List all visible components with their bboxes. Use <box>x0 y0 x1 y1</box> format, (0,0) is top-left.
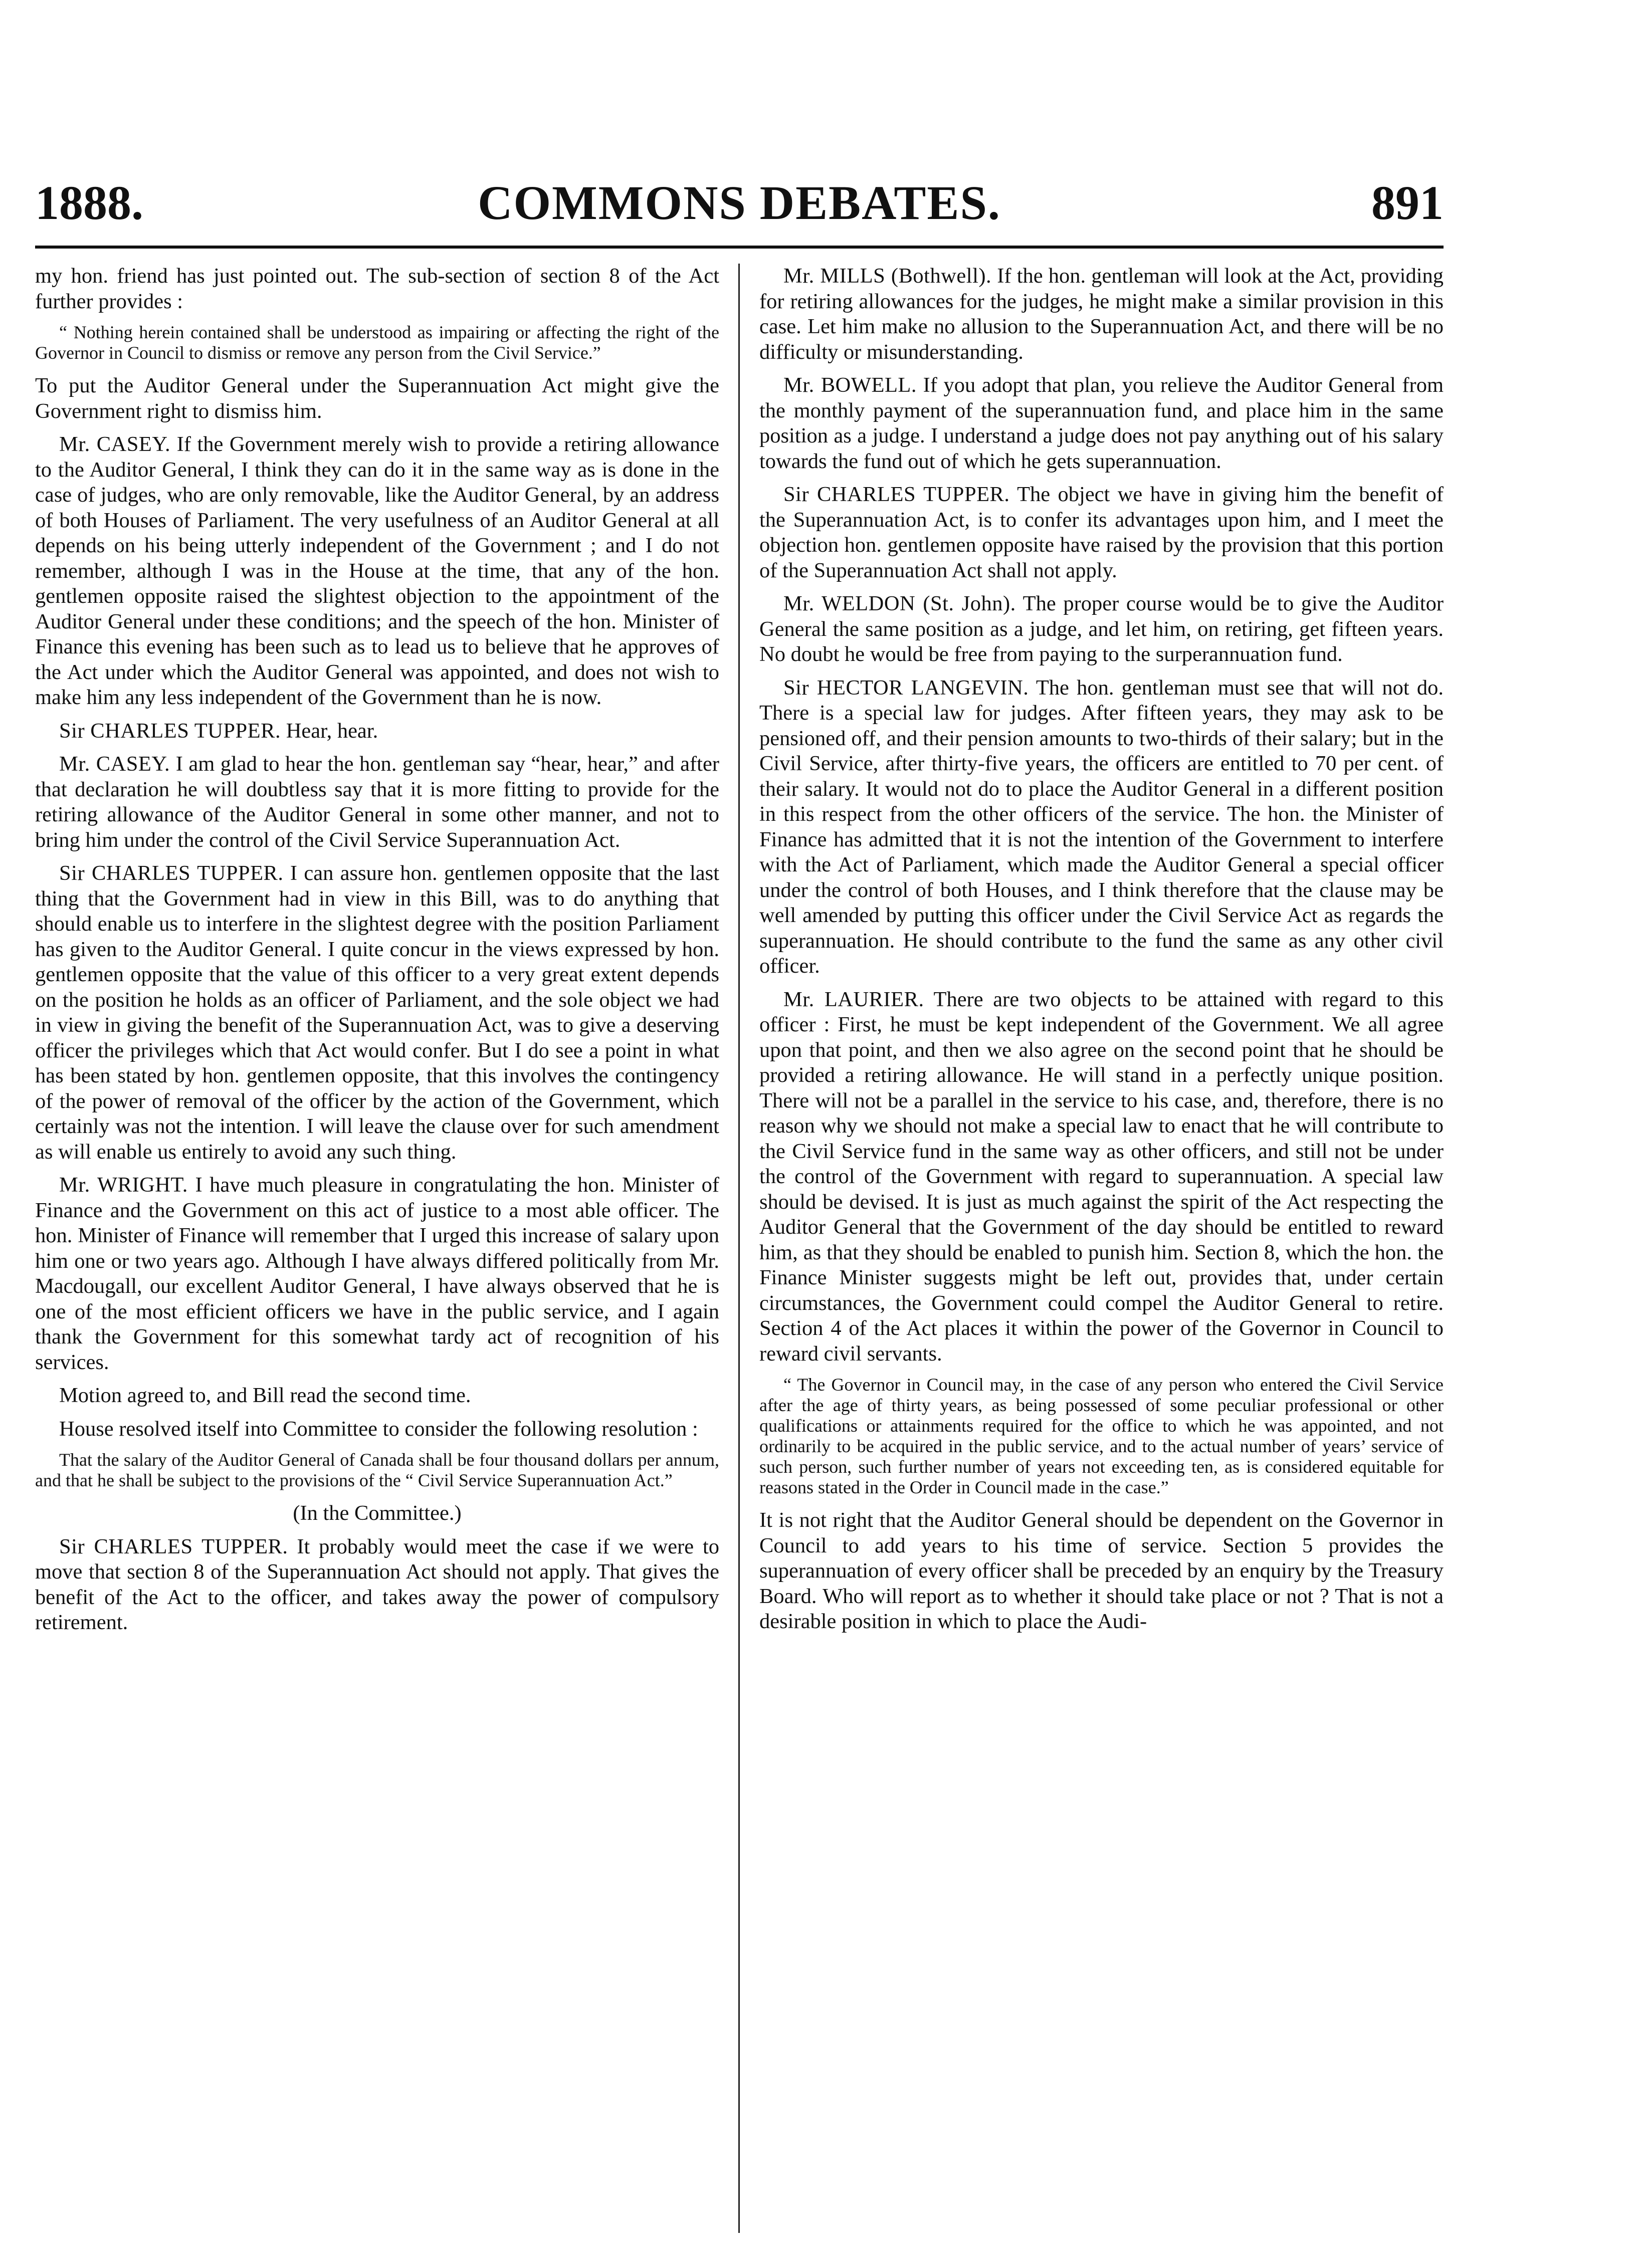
continuation-paragraph: It is not right that the Auditor General should be dependent on the Governor in Council to add years to his time of service. Section 5 provides the superannuation of every officer shall be preceded by an enquiry by the Treasury Board. Who will report as to whether it should take place or not ? That is not a desirable position in which to place the Audi- <box>759 1508 1444 1633</box>
speech-paragraph <box>35 719 719 744</box>
speaker-name: Mr. BOWELL. <box>783 373 917 397</box>
speech-text: If the hon. gentleman will look at the Act, providing for retiring allowances for the judges, he might make a similar provision in this case. Let him make no allusion to the Superannuation Act, and there will be no difficulty or misunderstanding. <box>759 264 1444 364</box>
speaker-name: Sir CHARLES TUPPER. <box>59 719 281 743</box>
speech-text: The object we have in giving him the benefit of the Superannuation Act, is to confer its advantages upon him, and I meet the objection hon. gentlemen opposite have raised by the provision that this portion of the Superannuation Act shall not apply. <box>759 483 1444 582</box>
speech-paragraph <box>759 987 1444 1367</box>
speaker-name: Sir HECTOR LANGEVIN. <box>783 675 1029 700</box>
continuation-paragraph: To put the Auditor General under the Superannuation Act might give the Government right to dismiss him. <box>35 374 719 423</box>
speech-text: If you adopt that plan, you relieve the Auditor General from the monthly payment of the superannuation fund, and place him in the same position as a judge. I understand a judge does not pay anything out of his salary towards the fund out of which he gets superannuation. <box>759 373 1444 473</box>
speaker-name: Mr. LAURIER. <box>783 987 924 1011</box>
speaker-name: Sir CHARLES TUPPER. <box>59 861 284 885</box>
speech-paragraph <box>35 861 719 1165</box>
speech-text: It probably would meet the case if we were to move that section 8 of the Superannuation Act should not apply. That gives the benefit of the Act to the officer, and takes away the power of compulsory retirement. <box>35 1534 719 1634</box>
speech-paragraph <box>35 1173 719 1375</box>
speech-paragraph <box>759 373 1444 474</box>
column-divider <box>738 264 740 2233</box>
speech-text: The proper course would be to give the Auditor General the same position as a judge, and let him, on retiring, get fifteen years. No doubt he would be free from paying to the surperannuation fund. <box>759 592 1444 666</box>
procedural-paragraph: House resolved itself into Committee to consider the following resolution : <box>59 1417 698 1441</box>
continuation-paragraph: my hon. friend has just pointed out. The sub-section of section 8 of the Act further provides : <box>35 264 719 313</box>
section-heading: (In the Committee.) <box>293 1501 462 1525</box>
header-year: 1888. <box>35 176 143 230</box>
speaker-name: Mr. CASEY. <box>59 752 170 776</box>
speech-text: I am glad to hear the hon. gentleman say “hear, hear,” and after that declaration he will doubtless say that it is more fitting to provide for the retiring allowance of the Auditor General in some other manner, and not to bring him under the control of the Civil Service Superannuation Act. <box>35 752 719 852</box>
speaker-name: Sir CHARLES TUPPER. <box>783 483 1010 506</box>
quoted-passage: “ Nothing herein contained shall be understood as impairing or affecting the right of the Governor in Council to dismiss or remove any person from the Civil Service.” <box>35 322 719 363</box>
speaker-name: Mr. WELDON (St. John). <box>783 592 1016 615</box>
header-page-number: 891 <box>1371 176 1444 230</box>
left-column <box>35 264 719 2238</box>
speech-text: There are two objects to be attained with regard to this officer : First, he must be kept independent of the Government. We all agree upon that point, and then we also agree on the second point that he should be provided a retiring allowance. He will stand in a perfectly unique position. There will not be a parallel in the service to his case, and, therefore, there is no reason why we should not make a special law to enact that he will contribute to the Civil Service fund in the same way as other officers, and still not be under the control of the Government with regard to superannuation. A special law should be devised. It is just as much against the spirit of the Act respecting the Auditor General that the Government of the day should be entitled to reward him, as that they should be enabled to punish him. Section 8, which the hon. the Finance Minister suggests might be left out, provides that, under certain circumstances, the Government could compel the Auditor General to retire. Section 4 of the Act places it within the power of the Governor in Council to reward civil servants. <box>759 987 1444 1366</box>
page <box>35 170 1444 2240</box>
speaker-name: Mr. CASEY. <box>59 432 171 456</box>
speech-paragraph <box>35 752 719 853</box>
speech-paragraph <box>759 591 1444 667</box>
header-title: COMMONS DEBATES. <box>478 176 1001 230</box>
speech-paragraph <box>35 1534 719 1636</box>
speech-text: The hon. gentleman must see that will not do. There is a special law for judges. After fifteen years, they may ask to be pensioned off, and their pension amounts to two-thirds of their salary; but in the Civil Service, after thirty-five years, the officers are entitled to 70 per cent. of their salary. It would not do to place the Auditor General in a different position in this respect from the other officers of the service. The hon. the Minister of Finance has admitted that it is not the intention of the Government to interfere with the Act of Parliament, which made the Auditor General a special officer under the control of both Houses, and I think therefore that the clause may be well amended by putting this officer under the Civil Service Act as regards the superannuation. He should contribute to the fund the same as any other civil officer. <box>759 675 1444 978</box>
header-rule <box>35 246 1444 249</box>
procedural-paragraph: Motion agreed to, and Bill read the second time. <box>59 1384 471 1407</box>
speaker-name: Mr. WRIGHT. <box>59 1173 188 1197</box>
speech-paragraph <box>759 482 1444 583</box>
speech-paragraph <box>759 264 1444 365</box>
speech-text: If the Government merely wish to provide a retiring allowance to the Auditor General, I think they can do it in the same way as is done in the case of judges, who are only removable, like the Auditor General, by an address of both Houses of Parliament. The very usefulness of an Auditor General at all depends on his being utterly independent of the Government ; and I do not remember, although I was in the House at the time, that any of the hon. gentlemen opposite raised the slightest objection to the appointment of the Auditor General under these conditions; and the speech of the hon. Minister of Finance this evening has been such as to lead us to believe that he approves of the Act under which the Auditor General was appointed, and does not wish to make him any less independent of the Government than he is now. <box>35 432 719 709</box>
speech-text: I have much pleasure in congratulating the hon. Minister of Finance and the Government on this act of justice to a most able officer. The hon. Minister of Finance will remember that I urged this increase of salary upon him one or two years ago. Although I have always differed politically from Mr. Macdougall, our excellent Auditor General, I have always observed that he is one of the most efficient officers we have in the public service, and I again thank the Government for this somewhat tardy act of recognition of his services. <box>35 1173 719 1374</box>
speaker-name: Mr. MILLS (Bothwell). <box>783 264 992 288</box>
speech-paragraph <box>759 675 1444 979</box>
speech-text: Hear, hear. <box>286 719 378 743</box>
speech-paragraph <box>35 432 719 711</box>
right-column <box>759 264 1444 2238</box>
quoted-passage: “ The Governor in Council may, in the case of any person who entered the Civil Service after the age of thirty years, as being possessed of some peculiar professional or other qualifications or attainments required for the office to which he was appointed, and not ordinarily to be acquired in the public service, and to the actual number of years’ service of such person, such further number of years not exceeding ten, as is considered equitable for reasons stated in the Order in Council made in the case.” <box>759 1375 1444 1497</box>
resolution-text: That the salary of the Auditor General of Canada shall be four thousand dollars per annum, and that he shall be subject to the provisions of the “ Civil Service Superannuation Act.” <box>35 1450 719 1490</box>
page-header <box>35 170 1444 236</box>
speech-text: I can assure hon. gentlemen opposite that the last thing that the Government had in view in this Bill, was to do anything that should enable us to interfere in the slightest degree with the position Parliament has given to the Auditor General. I quite concur in the views expressed by hon. gentlemen opposite that the value of this officer to a very great extent depends on the position he holds as an officer of Parliament, and the sole object we had in view in giving the benefit of the Superannuation Act, was to give a deserving officer the privileges which that Act would confer. But I do see a point in what has been stated by hon. gentlemen opposite, that this involves the contingency of the power of removal of the officer by the action of the Government, which certainly was not the intention. I will leave the clause over for such amendment as will enable us entirely to avoid any such thing. <box>35 861 719 1164</box>
speaker-name: Sir CHARLES TUPPER. <box>59 1534 288 1558</box>
